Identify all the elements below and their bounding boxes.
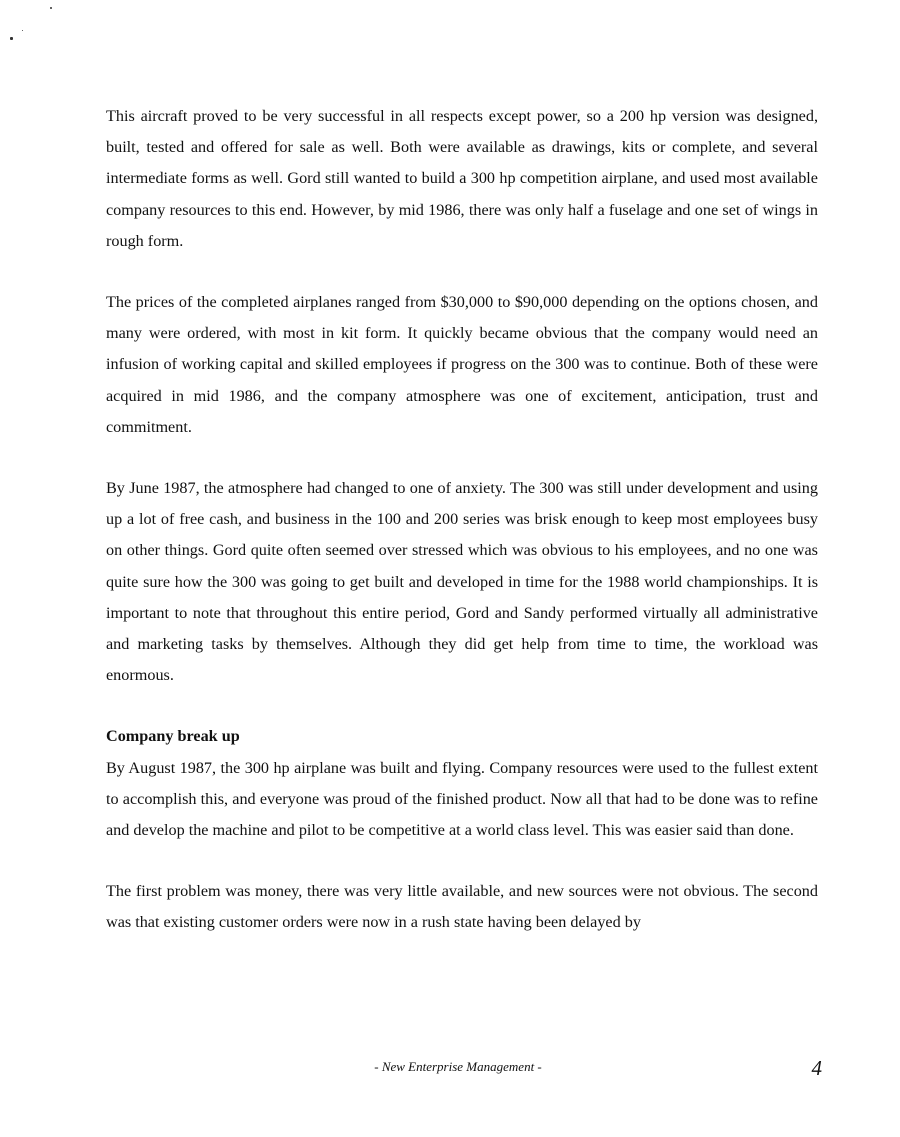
scan-speck [22,30,23,31]
page-number: 4 [811,1056,822,1080]
scan-speck [10,37,13,40]
section-heading: Company break up [106,727,240,746]
paragraph-1: This aircraft proved to be very successful in all respects except power, so a 200 hp version was designed, built, tested and offered for sale as well. Both were available as drawings, kits or complete, and several intermediate forms as well. Gord still wanted to build a 300 hp competition airplane, and used most available company resources to this end. However, by mid 1986, there was only half a fuselage and one set of wings in rough form. [106,107,818,250]
paragraph-4: By August 1987, the 300 hp airplane was built and flying. Company resources were used to the fullest extent to accomplish this, and everyone was proud of the finished product. Now all that had to be done was to refine and develop the machine and pilot to be competitive at a world class level. This was easier said than done. [106,758,818,840]
scan-speck [50,7,52,9]
paragraph-3: By June 1987, the atmosphere had changed to one of anxiety. The 300 was still under development and using up a lot of free cash, and business in the 100 and 200 series was brisk enough to keep most employees busy on other things. Gord quite often seemed over stressed which was obvious to his employees, and no one was quite sure how the 300 was going to get built and developed in time for the 1988 world championships. It is important to note that throughout this entire period, Gord and Sandy performed virtually all administrative and marketing tasks by themselves. Although they did get help from time to time, the workload was enormous. [106,479,818,685]
body-text [106,101,818,939]
paragraph-5: The first problem was money, there was very little available, and new sources were not obvious. The second was that existing customer orders were now in a rush state having been delayed by [106,882,818,932]
paragraph-2: The prices of the completed airplanes ranged from $30,000 to $90,000 depending on the options chosen, and many were ordered, with most in kit form. It quickly became obvious that the company would need an infusion of working capital and skilled employees if progress on the 300 was to continue. Both of these were acquired in mid 1986, and the company atmosphere was one of excitement, anticipation, trust and commitment. [106,293,818,436]
footer-title: - New Enterprise Management - [374,1059,542,1074]
